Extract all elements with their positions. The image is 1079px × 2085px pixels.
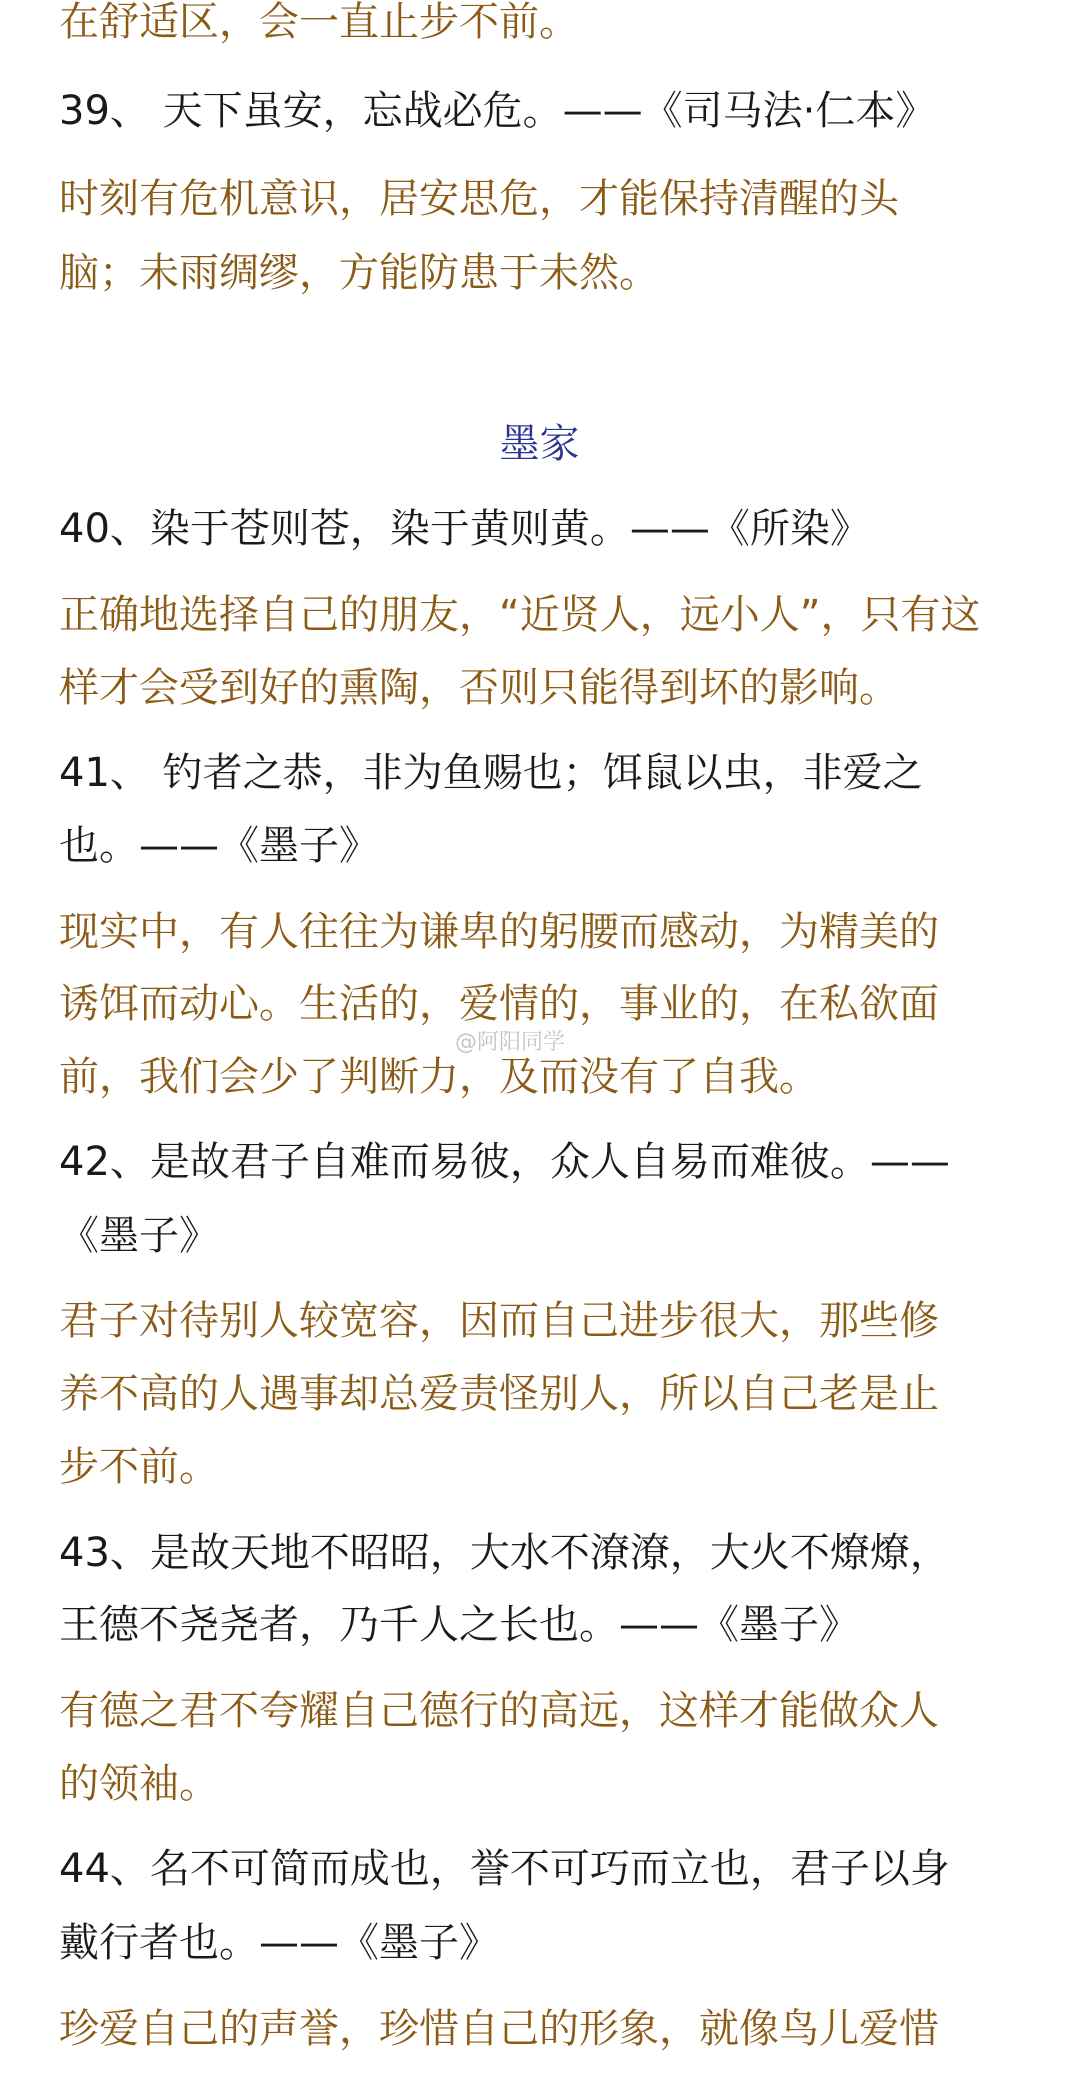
explanation-line: 前，我们会少了判断力，及而没有了自我。 <box>59 1054 819 1100</box>
explanation-line: 步不前。 <box>59 1444 219 1490</box>
explanation-line: 在舒适区，会一直止步不前。 <box>59 0 579 45</box>
explanation-line: 时刻有危机意识，居安思危，才能保持清醒的头 <box>59 176 899 222</box>
quote-line-44: 44、名不可简而成也，誉不可巧而立也，君子以身 <box>59 1846 950 1892</box>
quote-line-43: 43、是故天地不昭昭，大水不潦潦，大火不燎燎， <box>59 1530 950 1576</box>
explanation-line: 珍爱自己的声誉，珍惜自己的形象，就像鸟儿爱惜 <box>59 2006 939 2052</box>
explanation-line: 的领袖。 <box>59 1761 219 1807</box>
quote-line-40: 40、染于苍则苍，染于黄则黄。——《所染》 <box>59 506 870 552</box>
quote-line-41-cont: 也。——《墨子》 <box>59 823 379 869</box>
section-heading: 墨家 <box>499 421 580 467</box>
explanation-line: 有德之君不夸耀自己德行的高远，这样才能做众人 <box>59 1688 939 1734</box>
explanation-line: 养不高的人遇事却总爱责怪别人，所以自己老是止 <box>59 1371 939 1417</box>
explanation-line: 诱饵而动心。生活的，爱情的，事业的，在私欲面 <box>59 981 939 1027</box>
quote-line-44-cont: 戴行者也。——《墨子》 <box>59 1920 499 1966</box>
quote-line-41: 41、 钓者之恭，非为鱼赐也；饵鼠以虫，非爱之 <box>59 750 923 796</box>
explanation-line: 样才会受到好的熏陶，否则只能得到坏的影响。 <box>59 665 899 711</box>
quote-line-42-cont: 《墨子》 <box>59 1213 219 1259</box>
quote-line-43-cont: 王德不尧尧者，乃千人之长也。——《墨子》 <box>59 1602 859 1648</box>
weibo-watermark: @阿阳同学 <box>455 1030 566 1055</box>
explanation-line: 现实中，有人往往为谦卑的躬腰而感动，为精美的 <box>59 909 939 955</box>
quote-line-42: 42、是故君子自难而易彼，众人自易而难彼。—— <box>59 1139 950 1185</box>
explanation-line: 正确地选择自己的朋友，“近贤人，远小人”，只有这 <box>59 592 981 638</box>
explanation-line: 君子对待别人较宽容，因而自己进步很大，那些修 <box>59 1298 939 1344</box>
quote-line-39: 39、 天下虽安，忘战必危。——《司马法·仁本》 <box>59 88 936 134</box>
explanation-line: 脑；未雨绸缪，方能防患于未然。 <box>59 250 659 296</box>
